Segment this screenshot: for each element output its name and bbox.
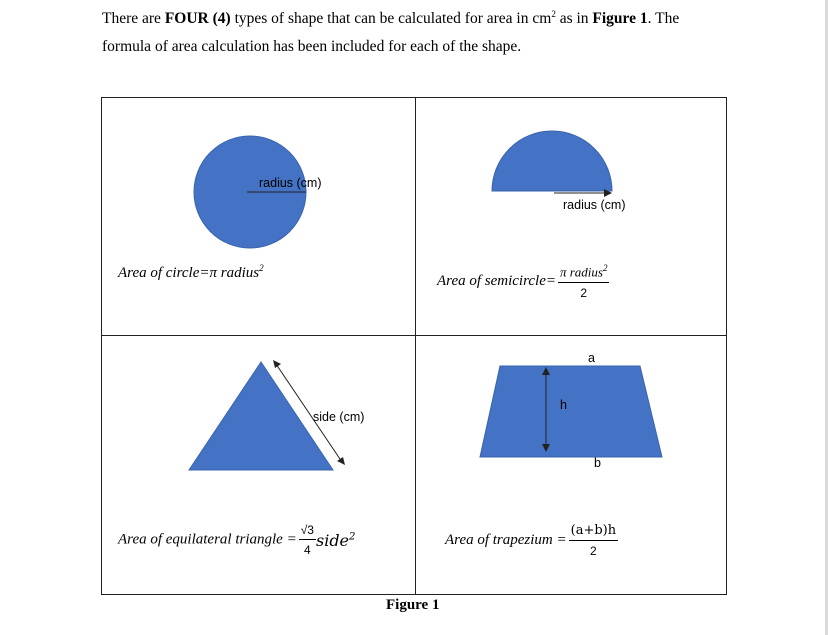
intro-line-1: There are FOUR (4) types of shape that can be calculated for area in $cm^2$ as in Figure 1. The: [102, 9, 680, 28]
trapezium-label-h: h: [560, 398, 567, 412]
triangle-arrow-bottom: [337, 457, 345, 465]
circle-figure: [102, 98, 415, 335]
semicircle-radius-label: radius (cm): [563, 198, 626, 212]
triangle-figure: [102, 336, 415, 596]
triangle-side-label: side (cm): [313, 410, 365, 424]
intro-line-2: formula of area calculation has been included for each of the shape.: [102, 38, 522, 56]
trapezium-label-b: b: [594, 456, 601, 470]
circle-formula: Area of circle=π radius$^2$: [118, 263, 264, 281]
semicircle-shape: [492, 131, 612, 191]
trapezium-label-a: a: [588, 351, 595, 365]
figure-table: [101, 97, 727, 595]
circle-radius-label: radius (cm): [259, 176, 322, 190]
triangle-formula: Area of equilateral triangle = $\frac{√3}{4}$ side$^2$: [118, 523, 356, 557]
trapezium-shape: [480, 366, 662, 457]
triangle-arrow-top: [273, 360, 281, 368]
intro-text: [102, 0, 730, 61]
trapezium-formula: Area of trapezium = $\frac{(a+b)h}{2}$: [445, 523, 617, 558]
figure-caption: Figure 1: [386, 597, 440, 613]
semicircle-formula: Area of semicircle= $\frac{\pi radius^2}{2}$: [437, 263, 608, 301]
